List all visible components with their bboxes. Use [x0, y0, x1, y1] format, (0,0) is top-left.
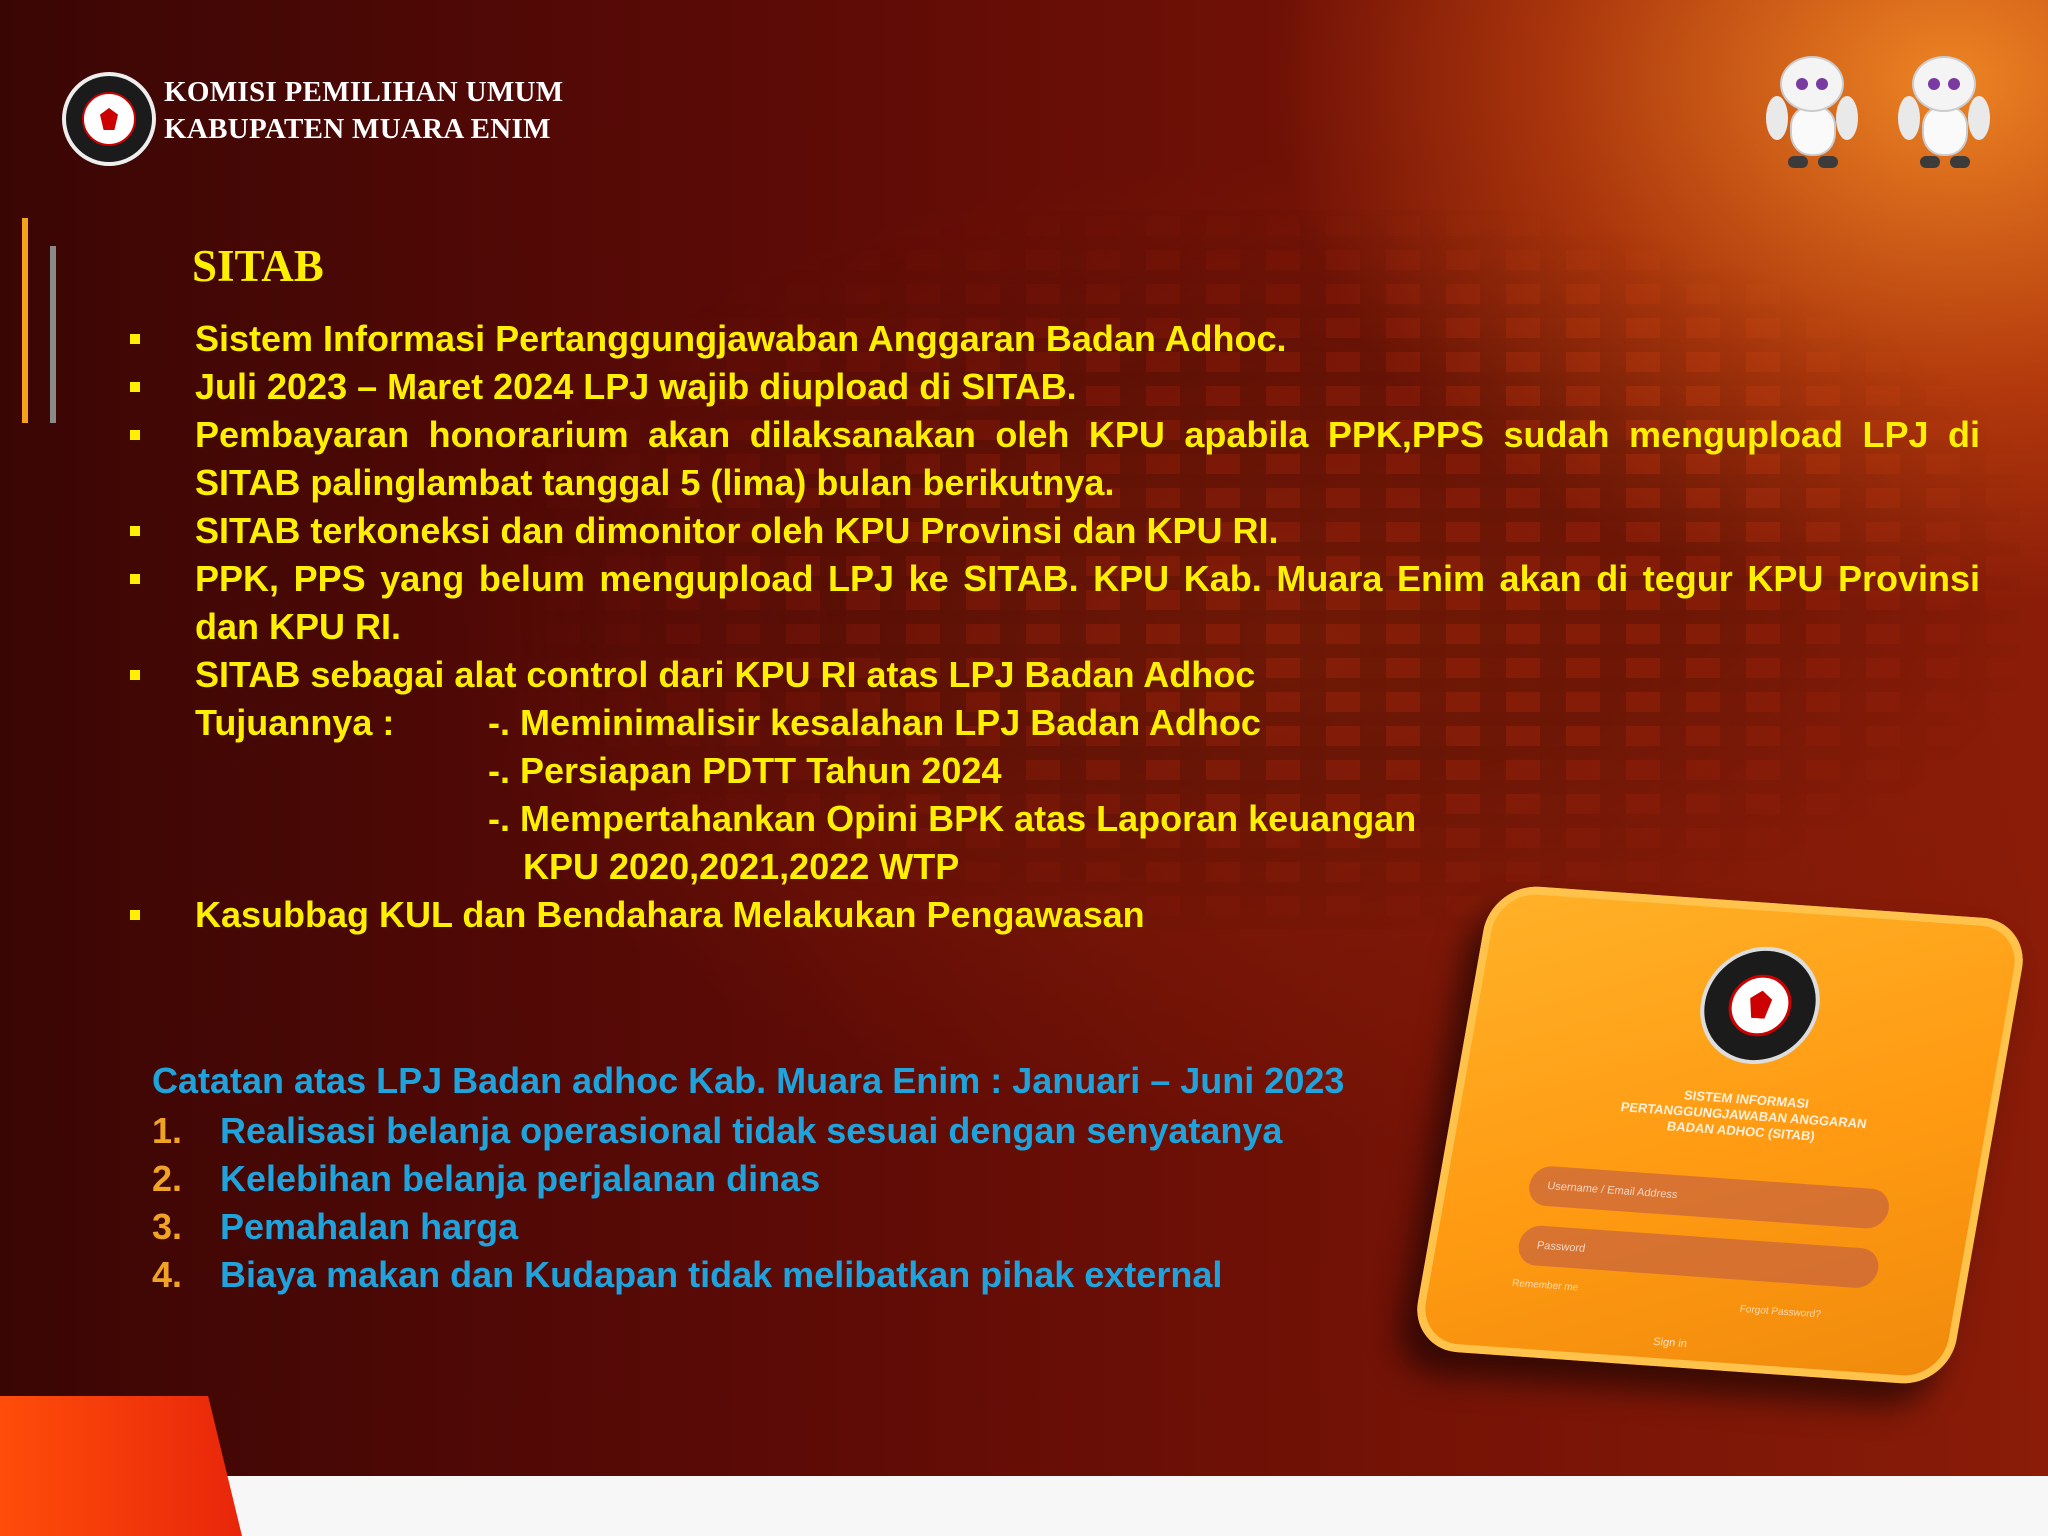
accent-bar — [22, 218, 28, 423]
aim-item-continuation: KPU 2020,2021,2022 WTP — [523, 846, 960, 887]
notes-item — [152, 1251, 1282, 1299]
notes-number: 4. — [152, 1254, 183, 1295]
bullet-item: Pembayaran honorarium akan dilaksanakan oleh KPU apabila PPK,PPS sudah mengupload LPJ di SITAB palinglambat tanggal 5 (lima) bulan berikutnya. — [130, 411, 1980, 507]
bullet-item: Kasubbag KUL dan Bendahara Melakukan Pengawasan — [130, 891, 1980, 939]
notes-item — [152, 1107, 1282, 1155]
aim-row — [195, 699, 1980, 747]
accent-bar — [50, 246, 56, 423]
notes-list — [152, 1107, 1282, 1299]
bullet-item: Sistem Informasi Pertanggungjawaban Anggaran Badan Adhoc. — [130, 315, 1980, 363]
notes-item — [152, 1203, 1282, 1251]
tablet-remember-text: Remember me — [1511, 1277, 1580, 1294]
notes-number: 1. — [152, 1110, 183, 1151]
corner-accent — [0, 1396, 242, 1536]
organization-name — [164, 74, 563, 148]
bullet-text: SITAB sebagai alat control dari KPU RI atas LPJ Badan Adhoc — [195, 654, 1256, 695]
aim-row — [195, 843, 1980, 891]
notes-item — [152, 1155, 1282, 1203]
tablet-username-field: Username / Email Address — [1526, 1165, 1892, 1230]
notes-text: Realisasi belanja operasional tidak sesuai dengan senyatanya — [220, 1110, 1283, 1151]
bullet-item: PPK, PPS yang belum mengupload LPJ ke SITAB. KPU Kab. Muara Enim akan di tegur KPU Provinsi dan KPU RI. — [130, 555, 1980, 651]
notes-text: Kelebihan belanja perjalanan dinas — [220, 1158, 821, 1199]
aim-row — [195, 795, 1980, 843]
notes-text: Pemahalan harga — [220, 1206, 519, 1247]
mascot-icon — [1894, 56, 1994, 174]
sitab-tablet-image — [1410, 883, 2031, 1386]
aim-item: -. Persiapan PDTT Tahun 2024 — [488, 750, 1002, 791]
bullet-item-control — [130, 651, 1980, 891]
org-line-2: KABUPATEN MUARA ENIM — [164, 113, 551, 145]
notes-text: Biaya makan dan Kudapan tidak melibatkan pihak external — [220, 1254, 1223, 1295]
tablet-app-title: SISTEM INFORMASI PERTANGGUNGJAWABAN ANGGARAN BADAN ADHOC (SITAB) — [1619, 1087, 1868, 1144]
slide-title: SITAB — [192, 241, 324, 291]
bullet-item: Juli 2023 – Maret 2024 LPJ wajib diupload di SITAB. — [130, 363, 1980, 411]
notes-number: 3. — [152, 1206, 183, 1247]
tablet-password-field: Password — [1515, 1224, 1881, 1289]
mascot-icon — [1762, 56, 1862, 174]
footer-band — [0, 1476, 2048, 1536]
aim-label: Tujuannya : — [195, 702, 395, 743]
bullet-list — [130, 315, 1980, 939]
aim-item: -. Meminimalisir kesalahan LPJ Badan Adhoc — [488, 702, 1261, 743]
kpu-logo-icon — [1691, 943, 1829, 1068]
aim-row — [195, 747, 1980, 795]
org-line-1: KOMISI PEMILIHAN UMUM — [164, 76, 564, 108]
kpu-logo-icon — [62, 72, 156, 166]
tablet-forgot-text: Forgot Password? — [1738, 1303, 1822, 1321]
notes-title: Catatan atas LPJ Badan adhoc Kab. Muara Enim : Januari – Juni 2023 — [152, 1060, 1345, 1101]
tablet-signin-text: Sign in — [1652, 1335, 1688, 1351]
notes-number: 2. — [152, 1158, 183, 1199]
bullet-item: SITAB terkoneksi dan dimonitor oleh KPU Provinsi dan KPU RI. — [130, 507, 1980, 555]
aim-item: -. Mempertahankan Opini BPK atas Laporan keuangan — [488, 798, 1417, 839]
